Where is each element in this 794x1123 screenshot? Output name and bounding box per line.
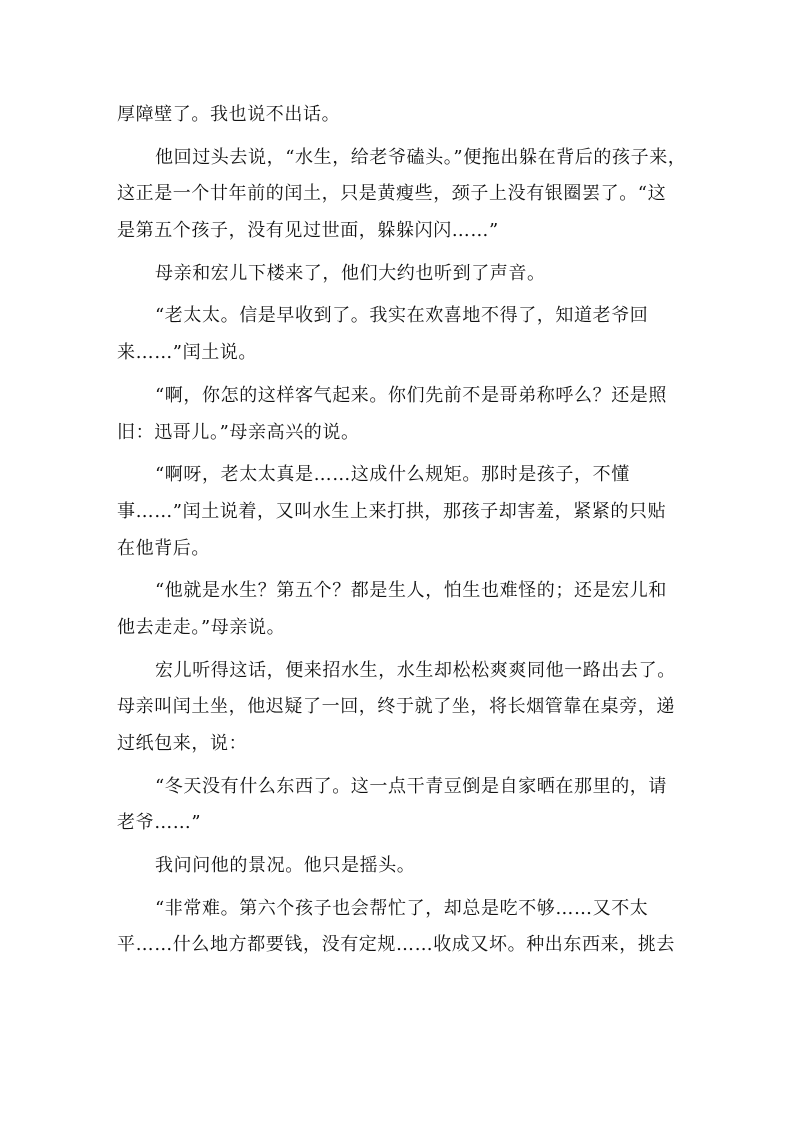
text-line: 过纸包来，说： <box>117 733 248 754</box>
body-text <box>117 97 697 964</box>
text-line: 是第五个孩子，没有见过世面，躲躲闪闪……” <box>117 220 499 242</box>
text-line: 宏儿听得这话，便来招水生，水生却松松爽爽同他一路出去了。 <box>155 659 676 681</box>
text-line: “老太太。信是早收到了。我实在欢喜地不得了，知道老爷回 <box>155 305 649 327</box>
text-line: 这正是一个廿年前的闰土，只是黄瘦些，颈子上没有银圈罢了。“这 <box>117 183 667 205</box>
text-line: 旧：迅哥儿。”母亲高兴的说。 <box>117 421 360 443</box>
text-line: “啊，你怎的这样客气起来。你们先前不是哥弟称呼么？还是照 <box>155 384 667 406</box>
text-line: 母亲叫闰土坐，他迟疑了一回，终于就了坐，将长烟管靠在桌旁，递 <box>117 696 675 718</box>
text-line: 他回过头去说，“水生，给老爷磕头。”便拖出躲在背后的孩子来， <box>155 146 687 168</box>
text-line: 老爷……” <box>117 812 202 834</box>
text-line: 事……”闰土说着，又叫水生上来打拱，那孩子却害羞，紧紧的只贴 <box>117 500 667 522</box>
text-line: 来……”闰土说。 <box>117 342 258 364</box>
text-line: “冬天没有什么东西了。这一点干青豆倒是自家晒在那里的，请 <box>155 775 667 797</box>
text-line: 母亲和宏儿下楼来了，他们大约也听到了声音。 <box>155 262 546 284</box>
text-line: “他就是水生？第五个？都是生人，怕生也难怪的；还是宏儿和 <box>155 580 667 602</box>
text-line: “啊呀，老太太真是……这成什么规矩。那时是孩子，不懂 <box>155 464 630 486</box>
text-line: 在他背后。 <box>117 537 210 559</box>
text-line: 厚障壁了。我也说不出话。 <box>117 104 341 125</box>
text-line: “非常难。第六个孩子也会帮忙了，却总是吃不够……又不太 <box>155 897 649 919</box>
text-line: 我问问他的景况。他只是摇头。 <box>155 855 416 877</box>
text-line: 他去走走。”母亲说。 <box>117 616 286 638</box>
text-line: 平……什么地方都要钱，没有定规……收成又坏。种出东西来，挑去 <box>117 934 675 956</box>
